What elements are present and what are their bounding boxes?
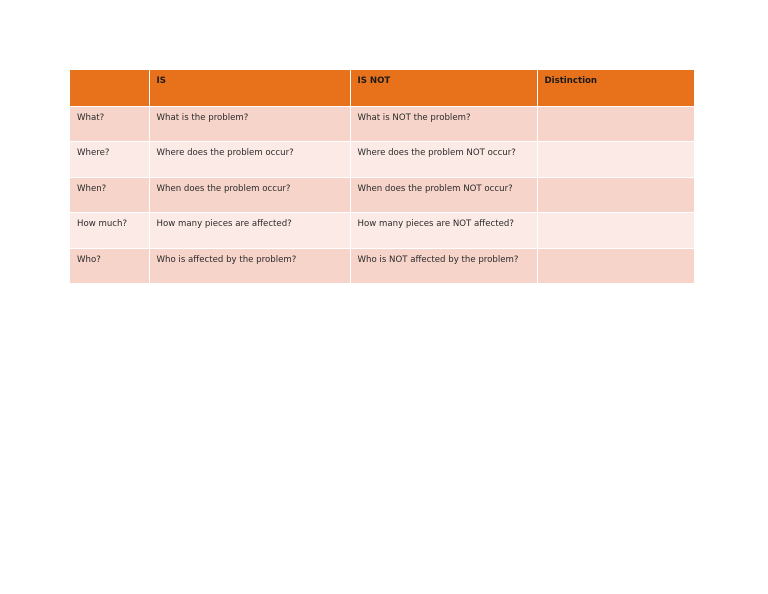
header-cell-distinction: Distinction: [537, 70, 694, 106]
is-not-cell: How many pieces are NOT affected?: [350, 212, 537, 248]
row-label: What?: [70, 106, 149, 141]
table-row: [70, 212, 694, 248]
row-label: How much?: [70, 212, 149, 248]
distinction-cell: [537, 212, 694, 248]
is-cell: Where does the problem occur?: [149, 141, 350, 177]
table-row: [70, 177, 694, 212]
is-cell: When does the problem occur?: [149, 177, 350, 212]
distinction-cell: [537, 177, 694, 212]
table-row: [70, 248, 694, 283]
table-row: [70, 141, 694, 177]
table-row: [70, 106, 694, 141]
header-cell-is-not: IS NOT: [350, 70, 537, 106]
row-label: Who?: [70, 248, 149, 283]
is-is-not-table: [70, 70, 694, 284]
is-not-cell: Where does the problem NOT occur?: [350, 141, 537, 177]
is-not-cell: Who is NOT affected by the problem?: [350, 248, 537, 283]
header-cell-question: [70, 70, 149, 106]
row-label: Where?: [70, 141, 149, 177]
is-cell: How many pieces are affected?: [149, 212, 350, 248]
row-label: When?: [70, 177, 149, 212]
table-header-row: [70, 70, 694, 106]
is-not-cell: What is NOT the problem?: [350, 106, 537, 141]
is-cell: What is the problem?: [149, 106, 350, 141]
header-cell-is: IS: [149, 70, 350, 106]
is-cell: Who is affected by the problem?: [149, 248, 350, 283]
distinction-cell: [537, 106, 694, 141]
distinction-cell: [537, 141, 694, 177]
distinction-cell: [537, 248, 694, 283]
is-not-cell: When does the problem NOT occur?: [350, 177, 537, 212]
